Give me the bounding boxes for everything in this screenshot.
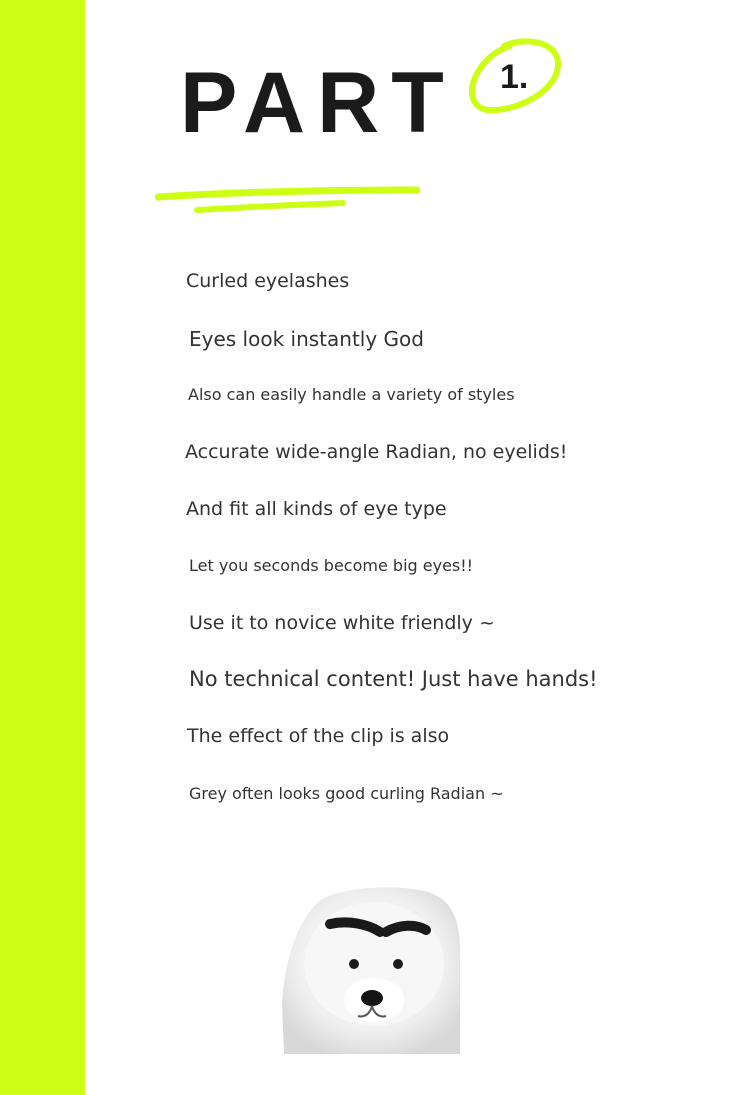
text-line-5: And fit all kinds of eye type	[186, 498, 447, 520]
part-title: PART	[180, 55, 456, 151]
text-line-6: Let you seconds become big eyes!!	[189, 556, 474, 575]
text-line-9: The effect of the clip is also	[187, 725, 450, 747]
green-side-bar	[0, 0, 85, 1095]
underline-brush-icon	[155, 186, 420, 216]
text-line-8: No technical content! Just have hands!	[189, 667, 598, 691]
samoyed-dog-icon	[278, 884, 464, 1058]
text-line-3: Also can easily handle a variety of styles	[188, 385, 515, 404]
text-line-1: Curled eyelashes	[186, 270, 350, 292]
text-line-7: Use it to novice white friendly ~	[189, 612, 495, 634]
text-line-2: Eyes look instantly God	[189, 327, 424, 351]
text-line-10: Grey often looks good curling Radian ~	[189, 784, 504, 803]
text-line-4: Accurate wide-angle Radian, no eyelids!	[185, 441, 568, 463]
part-number: 1.	[500, 58, 529, 96]
